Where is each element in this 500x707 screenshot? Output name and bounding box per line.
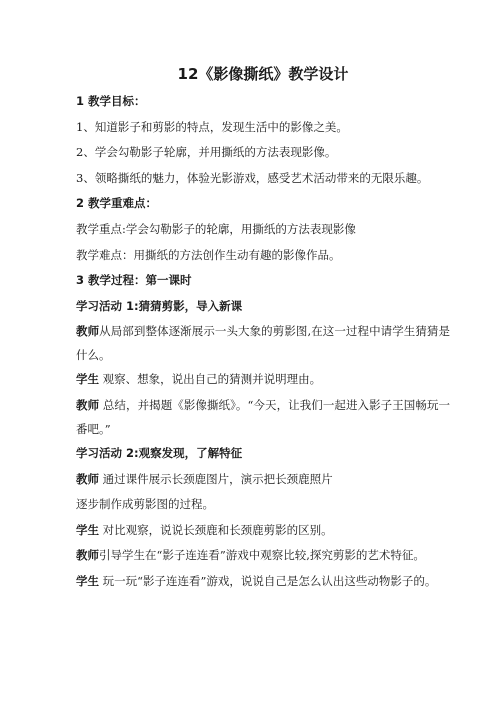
- role-label-teacher: 教师: [76, 471, 99, 486]
- activity-paragraph: [76, 393, 450, 441]
- difficult-point-text: 教学难点：用撕纸的方法创作生动有趣的影像作品。: [76, 247, 341, 262]
- section-heading-process: 3 教学过程：第一课时: [76, 273, 192, 288]
- paragraph-text: 总结，并揭题《影像撕纸》。“今天，让我们一起进入影子王国畅玩一番吧。”: [76, 397, 451, 436]
- activity-paragraph: [76, 367, 450, 393]
- role-label-student: 学生: [76, 372, 99, 387]
- objective-item: 3、领略撕纸的魅力，体验光影游戏，感受艺术活动带来的无限乐趣。: [76, 170, 429, 185]
- activity-heading: 学习活动 2:观察发现，了解特征: [76, 445, 243, 460]
- document-title: 12《影像撕纸》教学设计: [177, 65, 349, 83]
- paragraph-text: 观察、想象，说出自己的猜测并说明理由。: [99, 372, 322, 387]
- activity-paragraph: [76, 518, 450, 544]
- key-point-text: 教学重点:学会勾勒影子的轮廓，用撕纸的方法表现影像: [76, 221, 356, 236]
- activity-paragraph-continued: 逐步制作成剪影图的过程。: [76, 497, 214, 512]
- section-heading-key-points: 2 教学重难点：: [76, 196, 158, 211]
- objective-item: 1、知道影子和剪影的特点，发现生活中的影像之美。: [76, 119, 348, 134]
- objective-item: 2、学会勾勒影子轮廓，并用撕纸的方法表现影像。: [76, 145, 337, 160]
- activity-heading: 学习活动 1:猜猜剪影，导入新课: [76, 298, 243, 313]
- activity-paragraph: [76, 569, 450, 593]
- role-label-student: 学生: [76, 522, 99, 537]
- paragraph-text: 引导学生在“影子连连看”游戏中观察比较,探究剪影的艺术特征。: [99, 548, 425, 563]
- role-label-teacher: 教师: [76, 397, 100, 412]
- paragraph-text: 对比观察，说说长颈鹿和长颈鹿剪影的区别。: [99, 522, 333, 537]
- activity-paragraph: [76, 467, 450, 493]
- activity-paragraph: [76, 319, 450, 367]
- paragraph-text: 玩一玩“影子连连看”游戏，说说自己是怎么认出这些动物影子的。: [99, 573, 437, 588]
- role-label-teacher: 教师: [76, 324, 100, 339]
- activity-paragraph: [76, 543, 450, 569]
- section-heading-objectives: 1 教学目标：: [76, 94, 146, 108]
- paragraph-text: 从局部到整体逐渐展示一头大象的剪影图,在这一过程中请学生猜猜是什么。: [76, 324, 451, 363]
- paragraph-text: 通过课件展示长颈鹿图片，演示把长颈鹿照片: [99, 471, 333, 486]
- role-label-teacher: 教师: [76, 548, 99, 563]
- role-label-student: 学生: [76, 573, 99, 588]
